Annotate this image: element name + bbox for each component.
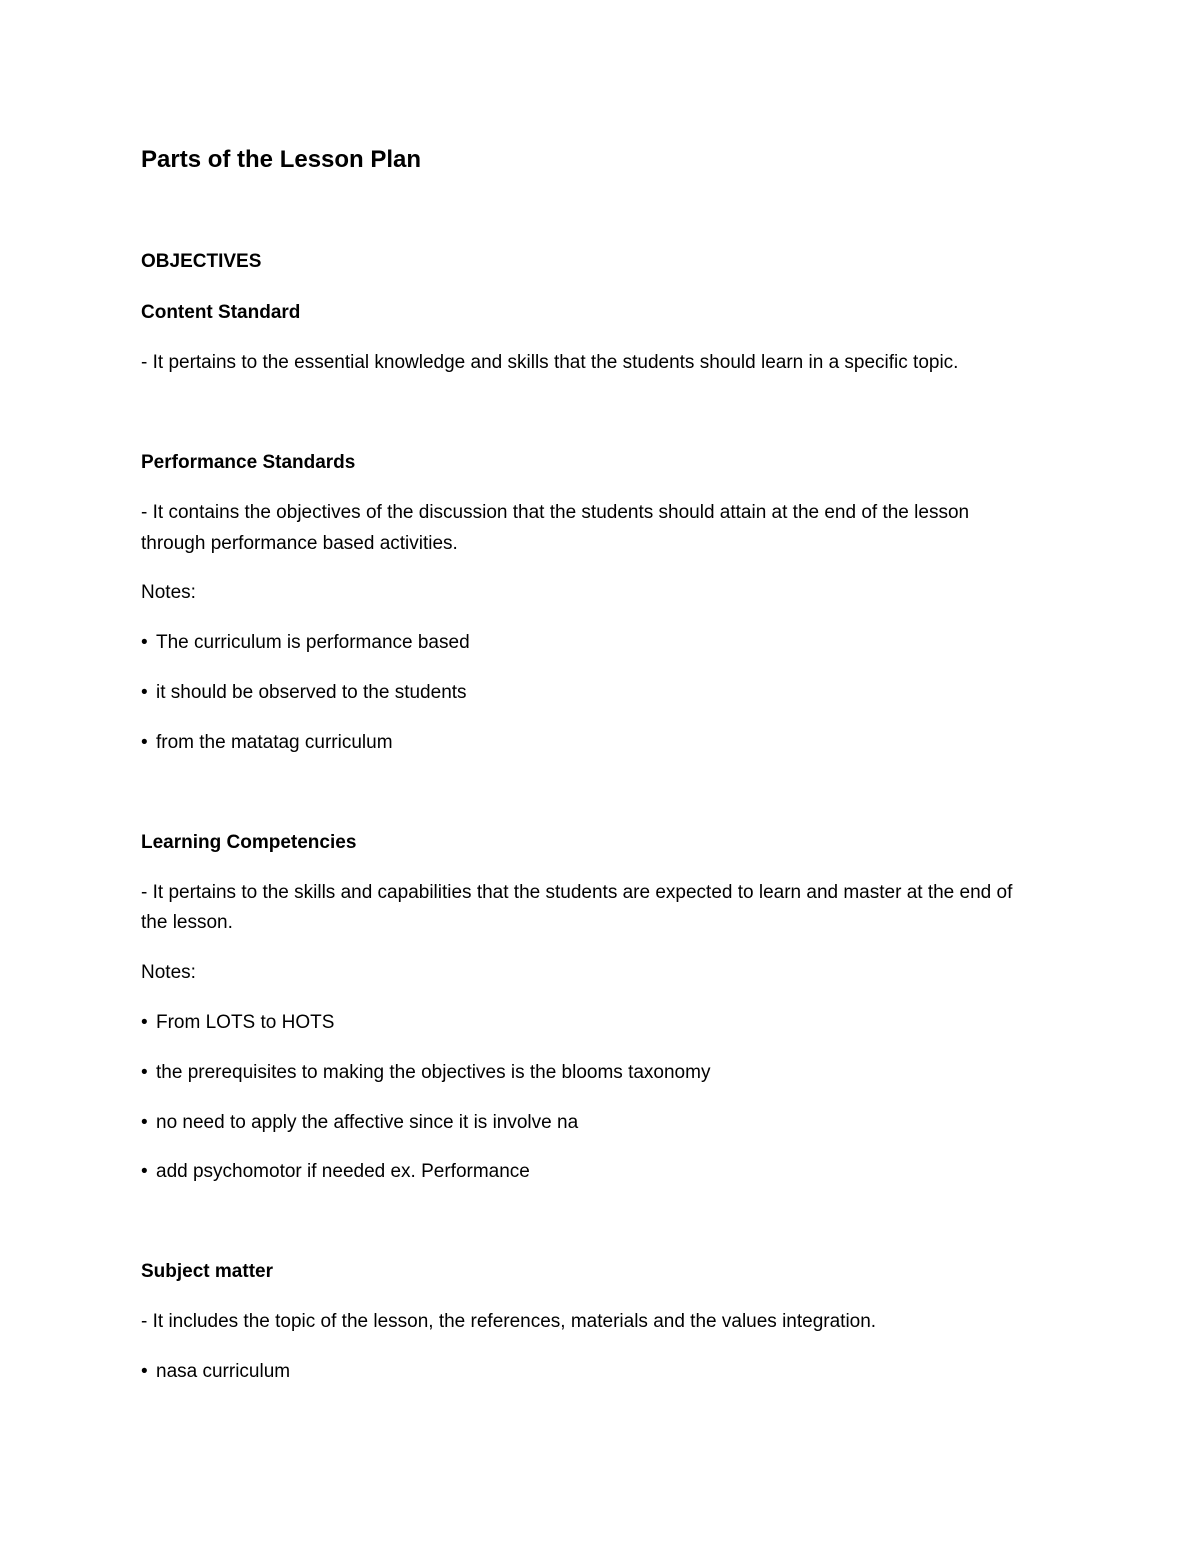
content-standard-heading: Content Standard (141, 302, 301, 323)
list-item-text: the prerequisites to making the objectives is the blooms taxonomy (156, 1062, 711, 1083)
list-item-text: add psychomotor if needed ex. Performance (156, 1161, 530, 1182)
list-item (141, 1010, 1071, 1036)
list-item (141, 1060, 1071, 1086)
list-item (141, 1159, 1071, 1185)
page-title: Parts of the Lesson Plan (141, 146, 422, 173)
learning-competencies-heading: Learning Competencies (141, 832, 357, 853)
list-item-text: it should be observed to the students (156, 682, 467, 703)
learning-competencies-description-line2: the lesson. (141, 912, 233, 933)
bullet-icon: • (141, 1361, 148, 1382)
performance-standards-description-line2: through performance based activities. (141, 533, 458, 554)
list-item-text: The curriculum is performance based (156, 632, 470, 653)
objectives-heading: OBJECTIVES (141, 251, 262, 272)
bullet-icon: • (141, 1161, 148, 1182)
list-item (141, 1359, 1071, 1385)
subject-matter-description: - It includes the topic of the lesson, the references, materials and the values integration. (141, 1311, 877, 1332)
performance-notes-label: Notes: (141, 582, 196, 603)
list-item (141, 1110, 1071, 1136)
list-item-text: from the matatag curriculum (156, 732, 393, 753)
bullet-icon: • (141, 1012, 148, 1033)
bullet-icon: • (141, 1112, 148, 1133)
content-standard-description: - It pertains to the essential knowledge and skills that the students should learn in a specific topic. (141, 352, 959, 373)
performance-standards-description-line1: - It contains the objectives of the discussion that the students should attain at the end of the lesson (141, 502, 970, 523)
list-item (141, 730, 1071, 756)
learning-notes-label: Notes: (141, 962, 196, 983)
learning-competencies-description-line1: - It pertains to the skills and capabilities that the students are expected to learn and master at the end of (141, 882, 1013, 903)
list-item-text: From LOTS to HOTS (156, 1012, 335, 1033)
performance-standards-heading: Performance Standards (141, 452, 356, 473)
list-item-text: nasa curriculum (156, 1361, 291, 1382)
bullet-icon: • (141, 732, 148, 753)
list-item (141, 630, 1071, 656)
list-item-text: no need to apply the affective since it is involve na (156, 1112, 579, 1133)
bullet-icon: • (141, 632, 148, 653)
subject-matter-heading: Subject matter (141, 1261, 273, 1282)
bullet-icon: • (141, 1062, 148, 1083)
bullet-icon: • (141, 682, 148, 703)
list-item (141, 680, 1071, 706)
